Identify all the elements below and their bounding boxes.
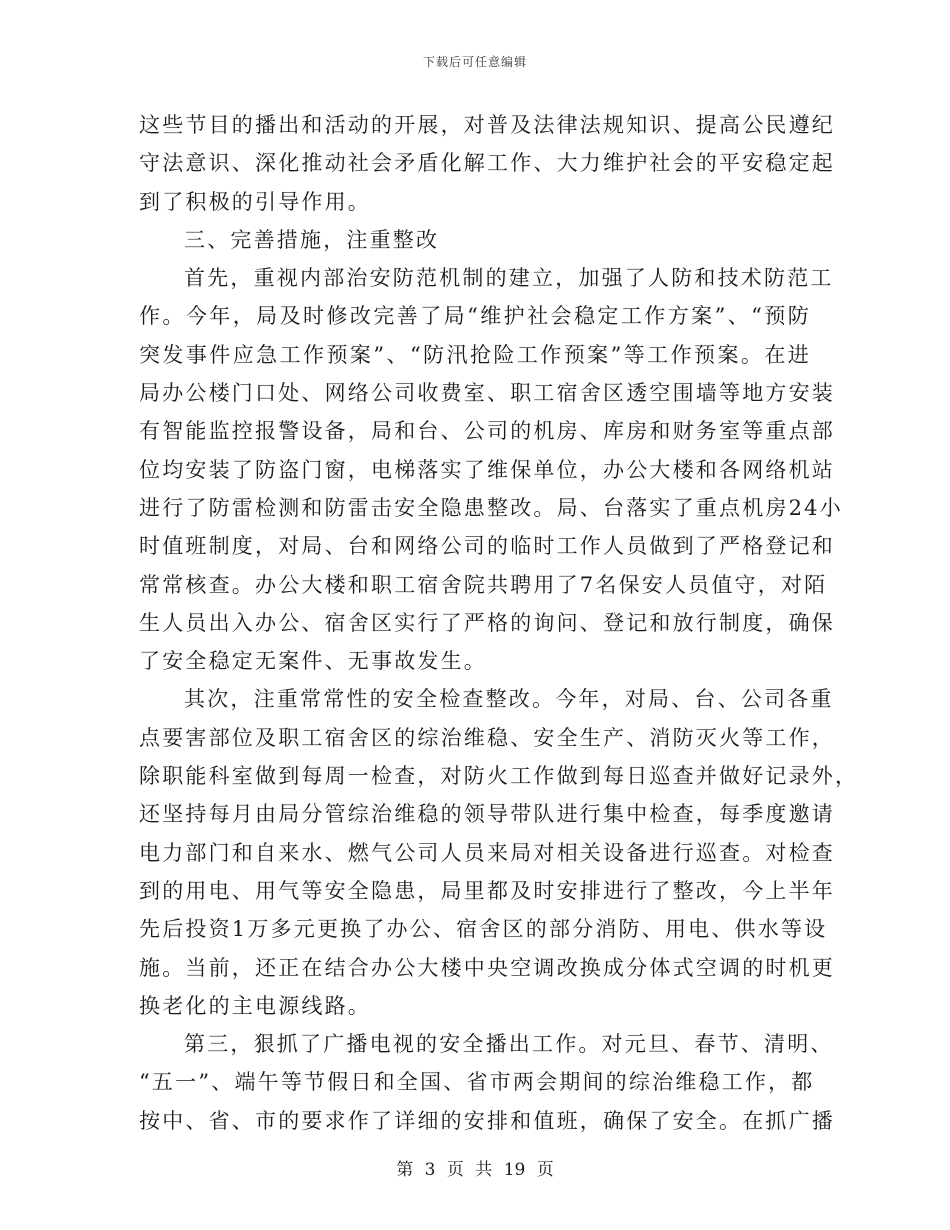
text-line: 这些节目的播出和活动的开展，对普及法律法规知识、提高公民遵纪 bbox=[139, 113, 835, 137]
text-line: 常常核查。办公大楼和职工宿舍院共聘用了7名保安人员值守，对陌 bbox=[139, 572, 828, 597]
text-line: 突发事件应急工作预案”、“防汛抢险工作预案”等工作预案。在进 bbox=[139, 342, 811, 367]
text-line: 守法意识、深化推动社会矛盾化解工作、大力维护社会的平安稳定起 bbox=[139, 151, 835, 176]
section-heading: 三、完善措施，注重整改 bbox=[184, 227, 440, 252]
text-line: “五一”、端午等节假日和全国、省市两会期间的综治维稳工作，都 bbox=[139, 1070, 815, 1095]
text-line: 电力部门和自来水、燃气公司人员来局对相关设备进行巡查。对检查 bbox=[139, 840, 835, 865]
text-line: 首先，重视内部治安防范机制的建立，加强了人防和技术防范工 bbox=[184, 266, 834, 291]
text-line: 生人员出入办公、宿舍区实行了严格的询问、登记和放行制度，确保 bbox=[139, 610, 835, 635]
text-line: 到的用电、用气等安全隐患，局里都及时安排进行了整改，今上半年 bbox=[139, 878, 835, 903]
text-line: 施。当前，还正在结合办公大楼中央空调改换成分体式空调的时机更 bbox=[139, 955, 835, 980]
text-line: 除职能科室做到每周一检查，对防火工作做到每日巡查并做好记录外， bbox=[139, 764, 859, 789]
page-header: 下载后可任意编辑 bbox=[422, 55, 527, 69]
text-line: 点要害部位及职工宿舍区的综治维稳、安全生产、消防灭火等工作， bbox=[139, 725, 835, 750]
text-line: 局办公楼门口处、网络公司收费室、职工宿舍区透空围墙等地方安装 bbox=[139, 381, 835, 406]
text-line: 先后投资1万多元更换了办公、宿舍区的部分消防、用电、供水等设 bbox=[139, 917, 828, 942]
text-line: 时值班制度，对局、台和网络公司的临时工作人员做到了严格登记和 bbox=[139, 534, 835, 559]
text-line: 换老化的主电源线路。 bbox=[139, 993, 371, 1018]
text-line: 位均安装了防盗门窗，电梯落实了维保单位，办公大楼和各网络机站 bbox=[139, 457, 835, 482]
text-line: 按中、省、市的要求作了详细的安排和值班，确保了安全。在抓广播 bbox=[139, 1108, 835, 1133]
text-line: 有智能监控报警设备，局和台、公司的机房、库房和财务室等重点部 bbox=[139, 419, 835, 444]
text-line: 其次，注重常常性的安全检查整改。今年，对局、台、公司各重 bbox=[184, 687, 834, 712]
text-line: 还坚持每月由局分管综治维稳的领导带队进行集中检查，每季度邀请 bbox=[139, 802, 835, 827]
text-line: 到了积极的引导作用。 bbox=[139, 189, 371, 214]
text-line: 了安全稳定无案件、无事故发生。 bbox=[139, 649, 487, 674]
text-line: 第三，狠抓了广播电视的安全播出工作。对元旦、春节、清明、 bbox=[184, 1032, 834, 1057]
page-number-footer: 第 3 页 共 19 页 bbox=[396, 1160, 554, 1180]
text-line: 作。今年，局及时修改完善了局“维护社会稳定工作方案”、“预防 bbox=[139, 304, 811, 329]
document-body bbox=[139, 106, 859, 1140]
text-line: 进行了防雷检测和防雷击安全隐患整改。局、台落实了重点机房24小 bbox=[139, 495, 843, 520]
